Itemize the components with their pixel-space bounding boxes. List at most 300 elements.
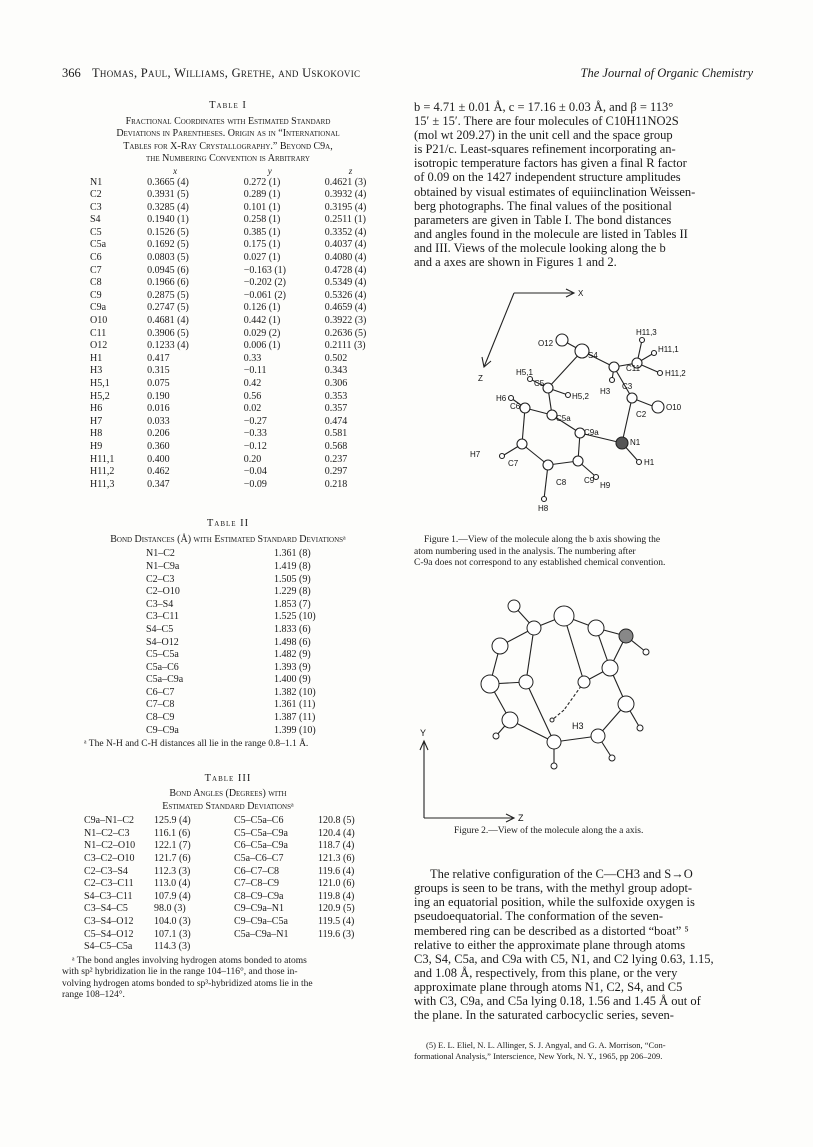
table3-cell-a2 [234, 941, 318, 954]
table3-cell-v2: 120.9 (5) [318, 903, 355, 915]
table1-cell-x: 0.360 [147, 440, 170, 452]
table1-row [90, 328, 394, 341]
table2-row [146, 699, 316, 712]
body-line: The relative configuration of the C—CH3 and S→O [430, 867, 693, 882]
table1-cell-atom: C8 [90, 277, 102, 289]
table1-cell-x: 0.3665 (4) [147, 176, 189, 188]
table1-row [90, 403, 394, 416]
table1-cell-y: 0.02 [243, 403, 262, 415]
table1-cell-x: 0.462 [147, 466, 170, 478]
table3-footnote-line: with sp² hybridization lie in the range 104–116°, and those in- [62, 967, 298, 978]
fig1-label-h11-2: H11,2 [665, 369, 686, 379]
table1-cell-z: 0.474 [324, 415, 348, 427]
intro-line: (mol wt 209.27) in the unit cell and the space group [414, 128, 673, 143]
table2-cell-value: 1.361 (8) [274, 548, 311, 560]
table1-cell-atom: C3 [90, 201, 102, 213]
table1-cell-y: 0.126 (1) [243, 302, 281, 314]
table1-row [90, 353, 394, 366]
table2-row [146, 586, 316, 599]
table3-cell-v1: 114.3 (3) [154, 941, 191, 953]
intro-line: and III. Views of the molecule looking along the b [414, 240, 666, 255]
table1-row [90, 189, 394, 202]
table2-cell-bond: C5–C5a [146, 649, 179, 661]
table3-cell-a2: C5a–C6–C7 [234, 853, 284, 865]
table1-cell-z: 0.2511 (1) [324, 214, 366, 226]
table2-row [146, 674, 316, 687]
fig1-label-o12: O12 [538, 339, 554, 349]
table1-row [90, 202, 394, 215]
table1-cell-y: −0.27 [243, 415, 267, 427]
table3-cell-v2: 118.7 (4) [318, 840, 355, 852]
table3-row [84, 853, 378, 866]
table1-cell-z: 0.3352 (4) [324, 226, 367, 238]
table3-cell-v1: 107.1 (3) [154, 928, 191, 940]
table2-cell-bond: C6–C7 [146, 686, 175, 698]
table1-row [90, 214, 394, 227]
table2-cell-bond: N1–C2 [146, 548, 175, 560]
body-line: approximate plane through atoms N1, C2, S4, and C5 [414, 979, 683, 994]
table1-cell-x: 0.1233 (4) [147, 340, 189, 352]
table2-cell-bond: C3–C11 [146, 611, 179, 623]
table1-caption-line: Tables for X-Ray Crystallography.” Beyond C9a, [123, 140, 333, 152]
table3-cell-v2: 121.0 (6) [318, 878, 355, 890]
table2-cell-value: 1.505 (9) [274, 573, 311, 585]
table2-cell-value: 1.482 (9) [274, 649, 311, 661]
table1-row [90, 239, 394, 252]
table1-cell-x: 0.206 [147, 428, 170, 440]
table1-col-y: y [267, 166, 272, 176]
table3-cell-a2: C5a–C9a–N1 [234, 928, 289, 940]
table1-col-x: x [173, 166, 178, 176]
table1-cell-y: −0.33 [243, 428, 267, 440]
table1-cell-z: 0.5349 (4) [324, 277, 367, 289]
table1-cell-z: 0.353 [324, 390, 348, 402]
table3-footnote-line: range 108–124°. [62, 990, 125, 1001]
body-line: groups is seen to be trans, with the methyl group adopt- [414, 881, 693, 896]
table1-cell-x: 0.1966 (6) [147, 277, 189, 289]
fig1-label-h5-2: H5,2 [572, 392, 589, 402]
table2-cell-bond: C5a–C9a [146, 674, 184, 686]
table2-cell-value: 1.387 (11) [274, 712, 316, 724]
fig1-label-c3: C3 [622, 382, 633, 392]
table1-cell-y: 0.20 [243, 453, 262, 465]
table3 [84, 815, 378, 954]
table1-cell-z: 0.297 [324, 466, 348, 478]
fig1-label-n1: N1 [630, 438, 641, 448]
table1-cell-z: 0.4728 (4) [324, 264, 367, 276]
table1-cell-atom: H3 [90, 365, 103, 377]
fig1-label-c5: C5 [534, 379, 545, 389]
fig1-label-c7: C7 [508, 459, 519, 469]
table1-label: Table I [209, 100, 247, 111]
table1-cell-y: −0.202 (2) [243, 277, 287, 289]
body-line: pseudoequatorial. The conformation of the seven- [414, 909, 663, 924]
table2-caption: Bond Distances (Å) with Estimated Standard Deviationsᵃ [110, 533, 346, 545]
table1-cell-atom: C5 [90, 226, 102, 238]
figure2-molecule-diagram [414, 586, 752, 826]
table3-row [84, 840, 378, 853]
table1-cell-y: −0.11 [243, 365, 267, 377]
table3-cell-v1: 125.9 (4) [154, 815, 191, 827]
right-column [414, 100, 752, 1062]
table1-cell-y: 0.101 (1) [243, 201, 281, 213]
table1-row [90, 290, 394, 303]
table3-cell-v2: 120.4 (4) [318, 827, 355, 839]
table3-caption-line: Bond Angles (Degrees) with [169, 788, 287, 800]
table3-footnote-line: ᵃ The bond angles involving hydrogen atoms bonded to atoms [72, 955, 307, 966]
table1-cell-y: 0.385 (1) [243, 226, 281, 238]
body-line: the plane. In the saturated carbocyclic series, seven- [414, 1008, 674, 1023]
table1-cell-z: 0.2636 (5) [324, 327, 367, 339]
table2-cell-value: 1.853 (7) [274, 598, 311, 610]
table2-cell-value: 1.393 (9) [274, 661, 311, 673]
body-line: ing an equatorial position, while the sulfoxide oxygen is [414, 895, 695, 910]
table1-cell-x: 0.075 [147, 378, 170, 389]
table1-row [90, 227, 394, 240]
table2-cell-bond: C9–C9a [146, 724, 179, 736]
fig1-label-o10: O10 [666, 403, 682, 413]
table2-row [146, 649, 316, 662]
table1-row [90, 265, 394, 278]
table1-cell-atom: H5,2 [90, 390, 110, 402]
table3-row [84, 815, 378, 828]
intro-line: is P21/c. Least-squares refinement incorporating an- [414, 142, 676, 157]
table1-cell-x: 0.400 [147, 453, 170, 465]
body-paragraph [414, 867, 752, 1022]
table1-cell-y: 0.42 [243, 378, 262, 389]
table2-footnote: ᵃ The N-H and C-H distances all lie in the range 0.8–1.1 Å. [84, 739, 309, 750]
intro-line: of 0.09 on the 1427 independent structure amplitudes [414, 170, 681, 185]
table1-cell-atom: H5,1 [90, 378, 110, 389]
table1-cell-x: 0.3906 (5) [147, 327, 189, 339]
table3-cell-v2: 119.8 (4) [318, 890, 355, 902]
page-number: 366 [62, 66, 81, 80]
body-line: membered ring can be described as a distorted “boat” ⁵ [414, 923, 689, 938]
table2-cell-value: 1.399 (10) [274, 724, 316, 736]
table1-cell-y: −0.04 [243, 466, 267, 478]
fig1-label-s4: S4 [588, 351, 598, 361]
table1-cell-y: −0.061 (2) [243, 289, 287, 301]
table1 [90, 166, 394, 492]
fig1-label-h8: H8 [538, 504, 549, 514]
table1-cell-y: −0.12 [243, 440, 267, 452]
table1-cell-y: 0.006 (1) [243, 340, 281, 352]
body-line: and 1.08 Å, respectively, from this plane, or the very [414, 965, 678, 980]
table3-row [84, 941, 378, 954]
table1-cell-x: 0.4681 (4) [147, 315, 189, 327]
table1-cell-y: −0.09 [243, 478, 267, 490]
fig1-axis-x: X [578, 289, 584, 299]
table2-cell-bond: C7–C8 [146, 699, 175, 711]
intro-line: obtained by visual estimates of equiinclination Weissen- [414, 184, 696, 199]
table1-row [90, 479, 394, 492]
reference-line: formational Analysis,” Interscience, New York, N. Y., 1965, pp 206–209. [414, 1051, 663, 1062]
table1-row [90, 428, 394, 441]
table1-cell-y: 0.272 (1) [243, 176, 281, 188]
table1-cell-atom: S4 [90, 214, 101, 226]
table2-cell-bond: C2–O10 [146, 586, 180, 598]
table3-cell-a2: C6–C5a–C9a [234, 840, 288, 852]
table3-cell-v1: 107.9 (4) [154, 890, 191, 902]
table3-footnote-line: volving hydrogen atoms bonded to sp³-hybridized atoms lie in the [62, 978, 313, 989]
table1-cell-x: 0.315 [147, 365, 170, 377]
table2-cell-value: 1.400 (9) [274, 674, 311, 686]
table2-row [146, 599, 316, 612]
table1-cell-y: −0.163 (1) [243, 264, 287, 276]
table3-cell-a1: C9a–N1–C2 [84, 815, 134, 827]
table3-row [84, 891, 378, 904]
table2-row [146, 662, 316, 675]
body-line: with C3, C9a, and C5a lying 0.18, 1.56 and 1.45 Å out of [414, 993, 701, 1008]
table2-cell-bond: C8–C9 [146, 712, 175, 724]
table1-cell-atom: H11,3 [90, 478, 115, 490]
table3-cell-a1: C3–S4–C5 [84, 903, 128, 915]
table1-row [90, 315, 394, 328]
intro-line: and angles found in the molecule are listed in Tables II [414, 226, 688, 241]
table1-cell-atom: C2 [90, 189, 102, 201]
table1-cell-atom: H11,2 [90, 466, 115, 478]
table1-cell-y: 0.442 (1) [243, 315, 281, 327]
table1-cell-atom: N1 [90, 176, 103, 188]
table1-cell-atom: H7 [90, 415, 103, 427]
table3-cell-a1: C2–C3–S4 [84, 865, 128, 877]
table3-label: Table III [204, 772, 252, 784]
table1-cell-y: 0.027 (1) [243, 252, 281, 264]
table1-cell-atom: H11,1 [90, 453, 115, 465]
table1-cell-z: 0.5326 (4) [324, 289, 367, 301]
table1-caption-line: Deviations in Parentheses. Origin as in “International [116, 128, 340, 139]
fig1-label-c2: C2 [636, 410, 647, 420]
fig1-label-h3: H3 [600, 387, 611, 397]
table1-cell-x: 0.347 [147, 478, 170, 490]
table1-cell-x: 0.417 [147, 352, 170, 364]
table2-row [146, 561, 316, 574]
table1-cell-z: 0.502 [324, 352, 348, 364]
figure1-caption-line: Figure 1.—View of the molecule along the b axis showing the [424, 535, 661, 546]
table2-row [146, 687, 316, 700]
running-header [62, 66, 753, 82]
table3-row [84, 866, 378, 879]
intro-line: b = 4.71 ± 0.01 Å, c = 17.16 ± 0.03 Å, and β = 113° [414, 100, 674, 114]
table1-col-z: z [348, 166, 353, 176]
table1-cell-x: 0.0945 (6) [147, 264, 189, 276]
table1-cell-atom: C7 [90, 264, 102, 276]
table2-row [146, 548, 316, 561]
table1-row [90, 416, 394, 429]
reference-5 [414, 1040, 752, 1062]
table2-cell-value: 1.382 (10) [274, 686, 316, 698]
table2-cell-bond: C3–S4 [146, 598, 174, 610]
left-column [62, 100, 394, 1002]
table1-row [90, 365, 394, 378]
table1-cell-atom: C11 [90, 327, 107, 339]
fig1-label-h7: H7 [470, 450, 481, 460]
table3-row [84, 878, 378, 891]
table3-cell-v2: 119.6 (4) [318, 865, 355, 877]
table2-cell-bond: S4–C5 [146, 623, 174, 635]
table2-cell-value: 1.833 (6) [274, 623, 311, 635]
table2-row [146, 574, 316, 587]
intro-line: parameters are given in Table I. The bond distances [414, 212, 672, 227]
table1-cell-z: 0.581 [324, 428, 348, 440]
table1-cell-y: 0.175 (1) [243, 239, 281, 251]
table1-cell-z: 0.568 [324, 440, 348, 452]
table1-cell-x: 0.2747 (5) [147, 302, 189, 314]
fig1-label-c11: C11 [626, 364, 641, 374]
fig1-label-h11-3: H11,3 [636, 328, 657, 338]
body-line: C3, S4, C5a, and C9a with C5, N1, and C2 lying 0.63, 1.15, [414, 951, 714, 966]
table1-cell-atom: C5a [90, 239, 107, 251]
table1-caption-line: the Numbering Convention is Arbitrary [146, 153, 310, 164]
table1-cell-atom: H9 [90, 440, 103, 452]
table3-cell-a1: S4–C5–C5a [84, 941, 133, 953]
table3-caption-line: Estimated Standard Deviationsᵃ [162, 800, 294, 812]
table3-cell-a2: C5–C5a–C6 [234, 815, 284, 827]
fig1-label-c8: C8 [556, 478, 567, 488]
table3-cell-v1: 113.0 (4) [154, 878, 191, 890]
table3-cell-a2: C7–C8–C9 [234, 878, 280, 890]
table1-cell-z: 0.3922 (3) [324, 315, 367, 327]
reference-line: (5) E. L. Eliel, N. L. Allinger, S. J. Angyal, and G. A. Morrison, “Con- [426, 1040, 666, 1051]
table3-cell-a1: C3–C2–O10 [84, 853, 135, 865]
table2-cell-bond: C2–C3 [146, 573, 175, 585]
table1-row [90, 277, 394, 290]
table1-row [90, 252, 394, 265]
table3-cell-a2: C9–C9a–N1 [234, 903, 284, 915]
table2-row [146, 611, 316, 624]
table3-cell-a1: C3–S4–O12 [84, 916, 134, 927]
table3-cell-v2: 121.3 (6) [318, 853, 355, 865]
table1-row [90, 441, 394, 454]
table1-cell-y: 0.289 (1) [243, 189, 281, 201]
table1-row [90, 378, 394, 391]
table1-cell-x: 0.1692 (5) [147, 239, 189, 251]
table3-cell-a1: C2–C3–C11 [84, 878, 134, 890]
table1-row [90, 340, 394, 353]
table1-cell-z: 0.4037 (4) [324, 239, 367, 251]
table1-cell-y: 0.029 (2) [243, 327, 281, 339]
table1-cell-y: 0.258 (1) [243, 214, 281, 226]
table3-cell-a2: C5–C5a–C9a [234, 827, 288, 839]
table2-cell-value: 1.498 (6) [274, 636, 311, 648]
table2-label: Table II [206, 518, 250, 530]
table3-cell-a1: C5–S4–O12 [84, 928, 134, 940]
table1-cell-x: 0.1526 (5) [147, 226, 189, 238]
intro-line: and a axes are shown in Figures 1 and 2. [414, 255, 617, 270]
table1-cell-x: 0.033 [147, 415, 170, 427]
table1-cell-atom: C9a [90, 302, 107, 314]
table1-cell-z: 0.4659 (4) [324, 302, 367, 314]
table1-cell-z: 0.2111 (3) [324, 340, 366, 352]
intro-line: berg photographs. The final values of the positional [414, 198, 672, 213]
table2-cell-bond: S4–O12 [146, 636, 179, 648]
fig1-label-c9a: C9a [584, 428, 599, 438]
table1-cell-x: 0.3285 (4) [147, 201, 189, 213]
fig1-axis-z: Z [478, 374, 483, 384]
table1-cell-x: 0.3931 (5) [147, 189, 189, 201]
table3-row [84, 903, 378, 916]
intro-line: isotropic temperature factors has given a final R factor [414, 156, 687, 171]
table2-row [146, 624, 316, 637]
table3-row [84, 828, 378, 841]
table1-row [90, 177, 394, 190]
body-line: relative to either the approximate plane through atoms [414, 937, 686, 952]
table1-cell-z: 0.4621 (3) [324, 176, 367, 188]
table1-cell-atom: H1 [90, 352, 103, 364]
table1-cell-x: 0.0803 (5) [147, 252, 189, 264]
table1-cell-z: 0.3195 (4) [324, 201, 367, 213]
table1-row [90, 302, 394, 315]
intro-line: 15′ ± 15′. There are four molecules of C10H11NO2S [414, 114, 679, 129]
table2-row [146, 725, 316, 738]
table1-cell-atom: O10 [90, 315, 108, 327]
table1-cell-x: 0.190 [147, 390, 170, 402]
table3-cell-v1: 122.1 (7) [154, 840, 191, 852]
table1-cell-atom: H8 [90, 428, 103, 440]
table3-cell-v2: 120.8 (5) [318, 815, 355, 827]
figure1-caption-line: atom numbering used in the analysis. The numbering after [414, 546, 636, 557]
table1-cell-z: 0.218 [324, 478, 348, 490]
table3-cell-v1: 98.0 (3) [154, 903, 186, 915]
fig2-axis-z: Z [518, 812, 524, 823]
table1-cell-atom: H6 [90, 403, 103, 415]
table3-cell-v1: 104.0 (3) [154, 916, 191, 927]
table1-cell-atom: O12 [90, 340, 108, 352]
table1-cell-y: 0.33 [243, 352, 262, 364]
table1-cell-z: 0.3932 (4) [324, 189, 367, 201]
table1-cell-y: 0.56 [243, 390, 262, 402]
table1-cell-z: 0.357 [324, 403, 348, 415]
table3-cell-a2: C9–C9a–C5a [234, 916, 288, 927]
table2-cell-bond: C5a–C6 [146, 661, 179, 673]
table3-footnote [62, 956, 394, 1002]
header-journal: The Journal of Organic Chemistry [580, 66, 753, 80]
fig2-label-h3: H3 [572, 720, 584, 731]
table2-cell-value: 1.525 (10) [274, 611, 316, 623]
figure1-caption [414, 535, 752, 570]
table1-cell-x: 0.1940 (1) [147, 214, 189, 226]
table3-cell-v1: 121.7 (6) [154, 853, 191, 865]
table1-caption [62, 116, 394, 166]
table3-cell-v1: 116.1 (6) [154, 827, 191, 839]
fig1-label-c6: C6 [510, 402, 521, 412]
table1-header-row [90, 166, 394, 177]
table2-cell-value: 1.229 (8) [274, 586, 311, 598]
table1-cell-z: 0.4080 (4) [324, 252, 367, 264]
fig1-label-h6: H6 [496, 394, 507, 404]
table3-cell-a1: S4–C3–C11 [84, 890, 133, 902]
table3-cell-v2: 119.6 (3) [318, 928, 355, 940]
table1-cell-z: 0.306 [324, 378, 348, 389]
table3-cell-a1: N1–C2–O10 [84, 840, 136, 852]
table1-cell-z: 0.237 [324, 453, 348, 465]
figure1-caption-line: C-9a does not correspond to any established chemical convention. [414, 558, 666, 569]
intro-paragraph [414, 100, 752, 269]
table2-cell-value: 1.361 (11) [274, 699, 316, 711]
table1-cell-x: 0.2875 (5) [147, 289, 189, 301]
table1-caption-line: Fractional Coordinates with Estimated Standard [125, 115, 331, 127]
table1-cell-x: 0.016 [147, 403, 170, 415]
table1-row [90, 454, 394, 467]
header-authors: Thomas, Paul, Williams, Grethe, and Uskokovic [92, 66, 361, 80]
table3-cell-a2: C8–C9–C9a [234, 890, 284, 902]
table1-cell-atom: C9 [90, 289, 102, 301]
table3-cell-v2 [318, 941, 378, 954]
table1-cell-atom: C6 [90, 252, 102, 264]
figure1-molecule-diagram [414, 285, 752, 535]
table3-row [84, 916, 378, 929]
table2-row [146, 637, 316, 650]
